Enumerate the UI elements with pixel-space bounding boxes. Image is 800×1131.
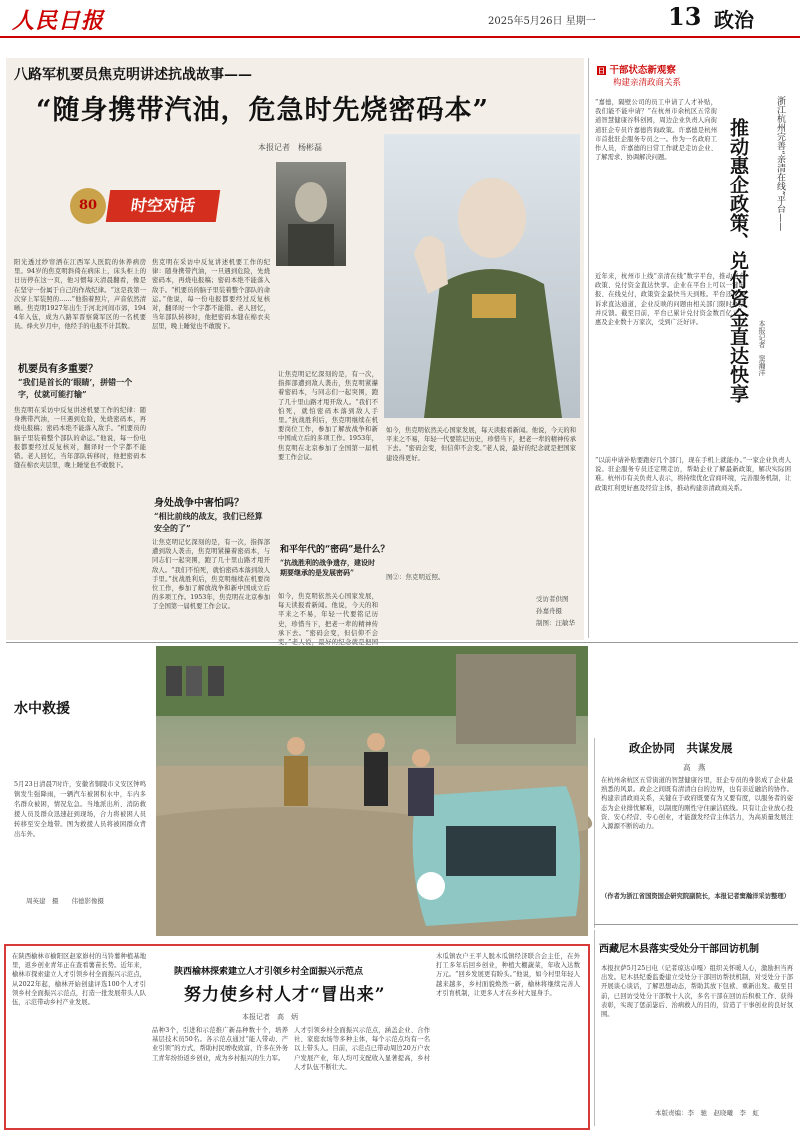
story3-text-b: 品种3个，引进和示范推广新品种数十个，培养基层技术员50名。各示范点通过“能人带动、产业引领”的方式，帮助村民增收致富，许多在外务工青年纷纷返乡创业，成为乡村振兴的生力军。 bbox=[152, 1027, 288, 1062]
story1-headline: “随身携带汽油，危急时先烧密码本” bbox=[36, 95, 490, 126]
masthead bbox=[0, 0, 800, 38]
story3-text-a: 在陕西榆林市榆阳区赵家峁村的马铃薯种植基地里，返乡创业青年正在查看薯苗长势。近年来，榆林市探索建立人才引领乡村全面振兴示范点，从2022年起，榆林开始创建评选100个人才引领乡村全面振兴示范点，打造一批发展带头人队伍，示范带动乡村产业发展。 bbox=[12, 953, 146, 1007]
column-zhejiang bbox=[588, 58, 799, 638]
divider-commentary bbox=[594, 924, 798, 925]
section-title: 政治 bbox=[714, 8, 754, 32]
column-badge bbox=[16, 168, 272, 256]
photo-caption: 图②：焦克明近照。 bbox=[386, 573, 445, 581]
issue-date: 2025年5月26日 星期一 bbox=[488, 16, 596, 27]
veteran-photo-recent bbox=[384, 134, 580, 418]
story3-text-d: 木瓜镇农户王平人脱木瓜镇经济联合会主任，在外打工多年后回乡创业，种植大棚蔬菜，年收入达数万元。“回乡发展更有盼头。”他说，如今村里年轻人越来越多，乡村面貌焕然一新，榆林将继续完善人才引育机制，让更多人才在乡村大显身手。 bbox=[436, 953, 580, 997]
story1-text-col3b: 如今，焦克明依然关心国家发展，每天读报看新闻。他说，今天的和平来之不易，年轻一代要铭记历史，珍惜当下，把老一辈的精神传承下去。“密码会变，但信仰不会变。”老人说，最好的纪念就是把国 bbox=[278, 593, 378, 647]
story1-quote1: “我们是首长的‘眼睛’，拼错一个字，仗就可能打输” bbox=[18, 377, 133, 399]
story1-text-col3: 让焦克明记忆深刻的是，有一次，指挥部遭到敌人袭击，焦克明紧攥着密码本，与同志们一起突围，跑了几十里山路才甩开敌人。“我们不怕死，就怕密码本落到敌人手里。”抗战胜利后，焦克明继续在机要岗位工作，参加了解放战争和新中国成立后的多项工作。1953年，焦克明在北京参加了全国第一届机要工作会议。 bbox=[278, 371, 378, 461]
column1-byline: 本报记者 窦瀚洋 bbox=[758, 320, 766, 376]
column-badge-title: 时空对话 bbox=[106, 190, 220, 222]
story1-text-col1: 阳光透过纱帘洒在江西军人医院的休养病房里。94岁的焦克明斜倚在病床上，床头柜上的日历停在这一页，他习惯每天清晨翻看，像是在坚守一份属于自己的作战纪律。“这是我第一次穿上军装照的……”他指着照片，声音依然清晰。焦克明1927年出生于河北河间市郊，1944年入伍，成为八路军晋察冀军区的一名机要员。烽火岁月中，他经手的电报不计其数。 bbox=[14, 259, 146, 331]
story1-subhead3: 和平年代的“密码”是什么？ bbox=[280, 545, 390, 555]
story3-byline: 本报记者 高 炳 bbox=[242, 1013, 298, 1021]
story3-text-c: 人才引领乡村全面振兴示范点，涵盖企业、合作社、家庭农场等多种主体，每个示范点均有一名以上带头人。目前，示范点已带动周边20万户农户发展产业，年人均可支配收入显著提高，乡村人才队伍不断壮大。 bbox=[294, 1027, 430, 1071]
photo-story-caption: 5月23日清晨7时许，安徽省铜陵市义安区钟鸣镇发生强降雨，一辆汽车被困积水中，车内多名群众被困，情况危急。当地派出所、消防救援人员及群众迅速赶到现场，合力将被困人员转移至安全地带。图为救援人员将被困群众背出车外。 bbox=[14, 781, 146, 838]
story1-subhead2: 身处战争中害怕吗？ bbox=[154, 498, 244, 509]
story1-text-col2: 焦克明在采访中反复讲述机要工作的纪律：随身携带汽油，一旦遇到危险，先烧密码本，再烧电报稿；密码本绝不能落入敌手。“机要员的脑子里装着整个部队的命运。”他说，每一份电报都要经过反复核对，翻译时一个字都不能错。老人回忆，当年部队转移时，他把密码本缝在棉衣夹层里，晚上睡觉也不敢脱下。 bbox=[152, 259, 270, 331]
page-number: 13 bbox=[668, 2, 702, 31]
column1-headline: 推动惠企政策、兑付资金直达快享 bbox=[727, 118, 749, 403]
story1-text-col1b: 焦克明在采访中反复讲述机要工作的纪律：随身携带汽油，一旦遇到危险，先烧密码本，再烧电报稿；密码本绝不能落入敌手。“机要员的脑子里装着整个部队的命运。”他说，每一份电报都要经过反复核对，翻译时一个字都不能错。老人回忆，当年部队转移时，他把密码本缝在棉衣夹层里，晚上睡觉也不敢脱下。 bbox=[14, 407, 146, 470]
story1-text-col4: 如今，焦克明依然关心国家发展，每天读报看新闻。他说，今天的和平来之不易，年轻一代要铭记历史，珍惜当下，把老一辈的精神传承下去。“密码会变，但信仰不会变。”老人说，最好的纪念就是把国家建设得更好。 bbox=[386, 427, 576, 462]
story4-headline: 西藏尼木县落实受处分干部回访机制 bbox=[599, 944, 759, 955]
story-nimu bbox=[594, 930, 799, 1126]
story3-headline: 努力使乡村人才“冒出来” bbox=[184, 985, 386, 1005]
story-jiao-keming bbox=[6, 58, 584, 647]
photo-story-title: 水中救援 bbox=[14, 701, 70, 717]
photo-credit: 受访者供图 bbox=[536, 595, 569, 603]
column1-region: 浙江杭州完善“亲清在线”平台—— bbox=[775, 96, 785, 232]
badge-80-emblem: 80 bbox=[70, 188, 106, 224]
commentary-text: 在杭州余杭区五常街道的智慧健康谷里，驻企专员的身影成了企业最熟悉的风景。政企之间既有清清白白的边界，也有亲近融洽的协作。构建亲清政商关系，关键在于政府既要有为又要有度，以服务者的姿态为企业排忧解难，以制度的刚性守住廉洁底线。只有让企业放心投资、安心经营、专心创业，才能激发经营主体活力，为高质量发展注入源源不断的动力。 bbox=[601, 777, 793, 831]
badge-icon: 日 bbox=[598, 66, 605, 75]
commentary-byline: 高 燕 bbox=[683, 763, 706, 772]
column1-text-c: “以前申请补贴要跑好几个部门，现在手机上就能办。”一家企业负责人说。驻企服务专员还定期走访，帮助企业了解最新政策，解决实际困难。杭州市有关负责人表示，将持续优化营商环境，完善服务机制，让政策红利更好惠及经营主体，推动构建亲清政商关系。 bbox=[595, 457, 791, 492]
rescue-photo bbox=[156, 646, 588, 936]
graphic-credit: 制图：汪敏华 bbox=[536, 619, 575, 627]
story1-quote2: “相比前线的战友，我们已经算安全的了” bbox=[154, 511, 263, 533]
photo-story bbox=[6, 646, 590, 936]
story4-text: 本报拉萨5月25日电（记者琼达卓嘎）组织关怀暖人心，激励担当再出发。尼木县纪委监委建立受处分干部回访帮扶机制，对受处分干部开展谈心谈话，了解思想动态，帮助其放下包袱、重新出发。截至目前，已回访受处分干部数十人次，多名干部在回访后积极工作、获得表彰，实现了惩前毖后、治病救人的目的，营造了干事创业的良好氛围。 bbox=[601, 965, 793, 1019]
page-editors: 本版责编：李 驰 赵晓曦 李 虹 bbox=[655, 1109, 759, 1117]
story1-quote3: “抗战胜利的战争遗存，建设时期要继承的是发展密码” bbox=[280, 558, 376, 577]
badge-label-text: 干部状态新观察 bbox=[609, 65, 676, 76]
portrait-photo-young bbox=[276, 162, 346, 266]
story1-text-col2b: 让焦克明记忆深刻的是，有一次，指挥部遭到敌人袭击，焦克明紧攥着密码本，与同志们一起突围，跑了几十里山路才甩开敌人。“我们不怕死，就怕密码本落到敌人手里。”抗战胜利后，焦克明继续在机要岗位工作，参加了解放战争和新中国成立后的多项工作。1953年，焦克明在北京参加了全国第一届机要工作会议。 bbox=[152, 539, 270, 611]
story3-kicker: 陕西榆林探索建立人才引领乡村全面振兴示范点 bbox=[174, 967, 364, 977]
story1-kicker: 八路军机要员焦克明讲述抗战故事—— bbox=[14, 67, 252, 83]
story1-byline: 本报记者 杨彬磊 bbox=[258, 143, 322, 152]
column-subtitle: 构建亲清政商关系 bbox=[613, 78, 682, 88]
photo-credit-2: 孙嘉舟摄 bbox=[536, 607, 562, 615]
story1-subhead1: 机要员有多重要？ bbox=[18, 364, 98, 375]
photo-story-credit: 周英建 摄 伟德影像摄 bbox=[26, 897, 104, 905]
newspaper-logo: 人民日报 bbox=[12, 8, 105, 34]
story-yulin bbox=[4, 944, 590, 1130]
column-badge-label bbox=[597, 62, 676, 76]
column1-text-b: 近年来，杭州市上线“亲清在线”数字平台，推动惠企政策、兑付资金直达快享。企业在平台上可以一键申报、在线兑付，政策资金最快当天到账。平台还设置诉求直达通道，企业反映的问题由相关部门限时办结并反馈。截至目前，平台已累计兑付资金数百亿元，惠及企业数十万家次，受到广泛好评。 bbox=[595, 273, 745, 327]
commentary bbox=[594, 738, 799, 928]
divider-mid bbox=[6, 642, 798, 643]
commentary-headline: 政企协同 共谋发展 bbox=[629, 741, 733, 755]
column1-text-a: “嘉德，隔壁公司的员工申请了人才补贴，我们能不能申请？”在杭州市余杭区五常街道智慧健康谷科创园，周边企业负责人向街道驻企专员许嘉德咨询政策。许嘉德是杭州市首批驻企服务专员之一。作为一名政府工作人员，许嘉德的日常工作就是走访企业、了解需求、协调解决问题。 bbox=[595, 99, 717, 162]
commentary-author-note: （作者为浙江省国资国企研究院副院长，本报记者窦瀚洋采访整理） bbox=[601, 893, 790, 900]
